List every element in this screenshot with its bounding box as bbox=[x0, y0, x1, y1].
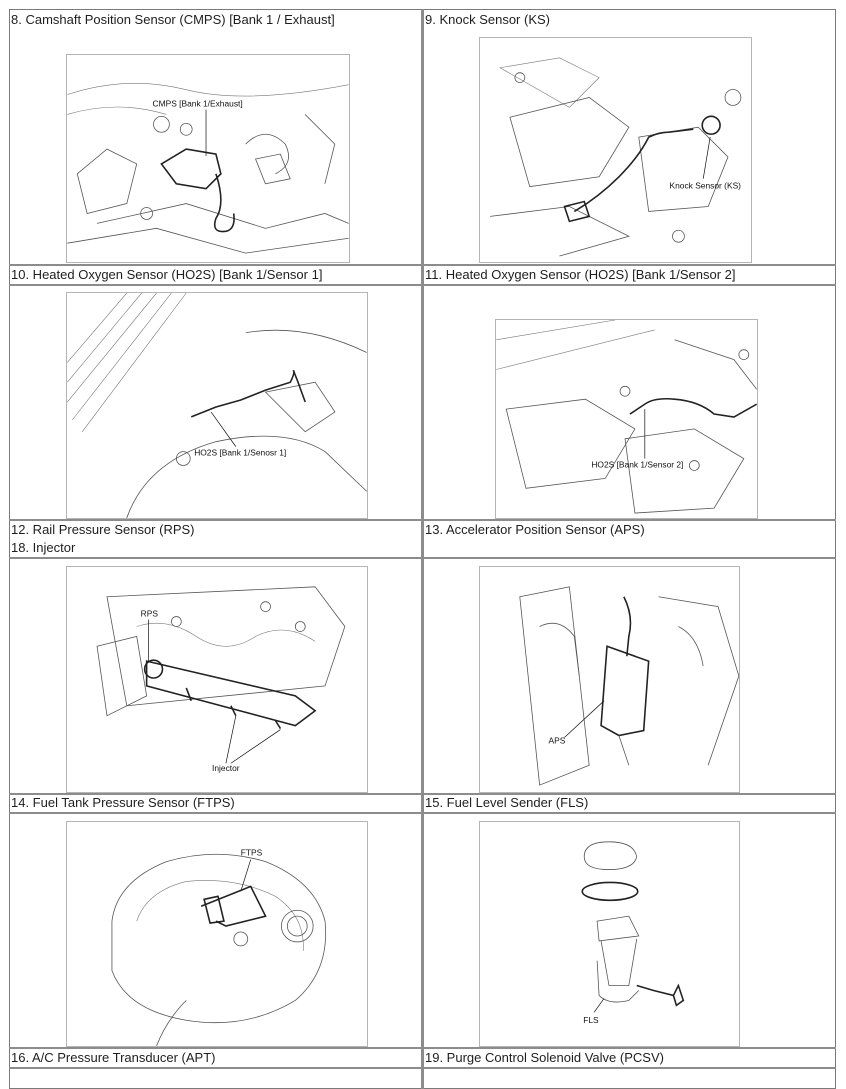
rps-callout: RPS bbox=[140, 608, 158, 619]
ho2s-s1-callout: HO2S [Bank 1/Senosr 1] bbox=[194, 447, 287, 458]
apt-caption: 16. A/C Pressure Transducer (APT) bbox=[11, 1050, 216, 1065]
row-divider bbox=[9, 284, 836, 286]
fls-caption: 15. Fuel Level Sender (FLS) bbox=[425, 795, 589, 810]
row-divider bbox=[9, 557, 836, 559]
rps-injector-illustration bbox=[66, 566, 368, 793]
aps-illustration bbox=[479, 566, 740, 793]
ks-callout: Knock Sensor (KS) bbox=[669, 180, 742, 191]
column-divider bbox=[421, 9, 424, 1089]
aps-caption: 13. Accelerator Position Sensor (APS) bbox=[425, 522, 645, 537]
row-divider bbox=[9, 1067, 836, 1069]
ftps-illustration bbox=[66, 821, 368, 1047]
row-divider bbox=[9, 264, 836, 266]
injector-caption: 18. Injector bbox=[11, 540, 76, 555]
cmps-caption: 8. Camshaft Position Sensor (CMPS) [Bank 1 / Exhaust] bbox=[11, 12, 335, 27]
row-divider bbox=[9, 1047, 836, 1049]
rps-caption: 12. Rail Pressure Sensor (RPS) bbox=[11, 522, 195, 537]
ftps-caption: 14. Fuel Tank Pressure Sensor (FTPS) bbox=[11, 795, 235, 810]
cmps-illustration bbox=[66, 54, 350, 263]
fls-illustration bbox=[479, 821, 740, 1047]
ftps-callout: FTPS bbox=[240, 847, 263, 858]
ho2s-s1-illustration bbox=[66, 292, 368, 519]
ho2s-s2-caption: 11. Heated Oxygen Sensor (HO2S) [Bank 1/Sensor 2] bbox=[425, 267, 736, 282]
aps-callout: APS bbox=[548, 735, 566, 746]
injector-callout: Injector bbox=[212, 763, 240, 774]
ho2s-s1-caption: 10. Heated Oxygen Sensor (HO2S) [Bank 1/Sensor 1] bbox=[11, 267, 323, 282]
ks-caption: 9. Knock Sensor (KS) bbox=[425, 12, 550, 27]
fls-callout: FLS bbox=[583, 1015, 599, 1026]
ks-illustration bbox=[479, 37, 752, 263]
row-divider bbox=[9, 812, 836, 814]
cmps-callout: CMPS [Bank 1/Exhaust] bbox=[152, 98, 243, 109]
row-divider bbox=[9, 519, 836, 521]
ho2s-s2-callout: HO2S [Bank 1/Sensor 2] bbox=[591, 459, 684, 470]
ho2s-s2-illustration bbox=[495, 319, 758, 519]
pcsv-caption: 19. Purge Control Solenoid Valve (PCSV) bbox=[425, 1050, 664, 1065]
